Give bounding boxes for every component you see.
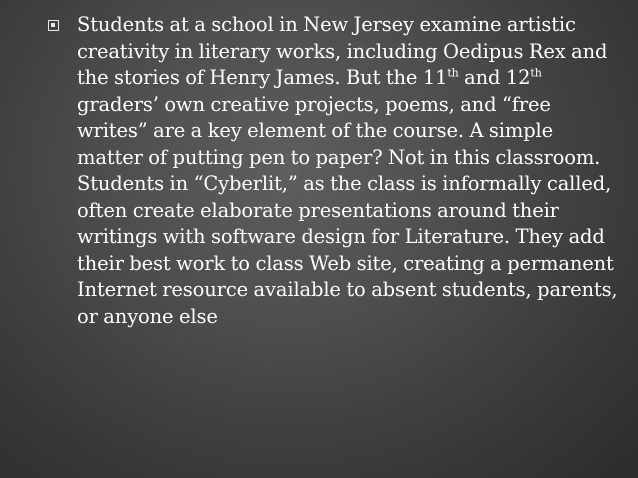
bullet-item — [48, 12, 618, 330]
square-bullet-icon — [48, 20, 59, 31]
bullet-text-part-1: Students at a school in New Jersey examine artistic creativity in literary works, including Oedipus Rex and the stories of Henry James. But the 11 — [77, 13, 608, 89]
bullet-text-part-2: and 12 — [458, 66, 531, 89]
bullet-text — [77, 12, 618, 330]
superscript-1: th — [447, 66, 459, 80]
bullet-text-part-3: graders’ own creative projects, poems, and “free writes” are a key element of the course. A simple matter of putting pen to paper? Not in this classroom. Students in “Cyberlit,” as the class is informally called, often create elaborate presentations around their writings with software design for Literature. They add their best work to class Web site, creating a permanent Internet resource available to absent students, parents, or anyone else — [77, 92, 618, 328]
superscript-2: th — [530, 66, 542, 80]
